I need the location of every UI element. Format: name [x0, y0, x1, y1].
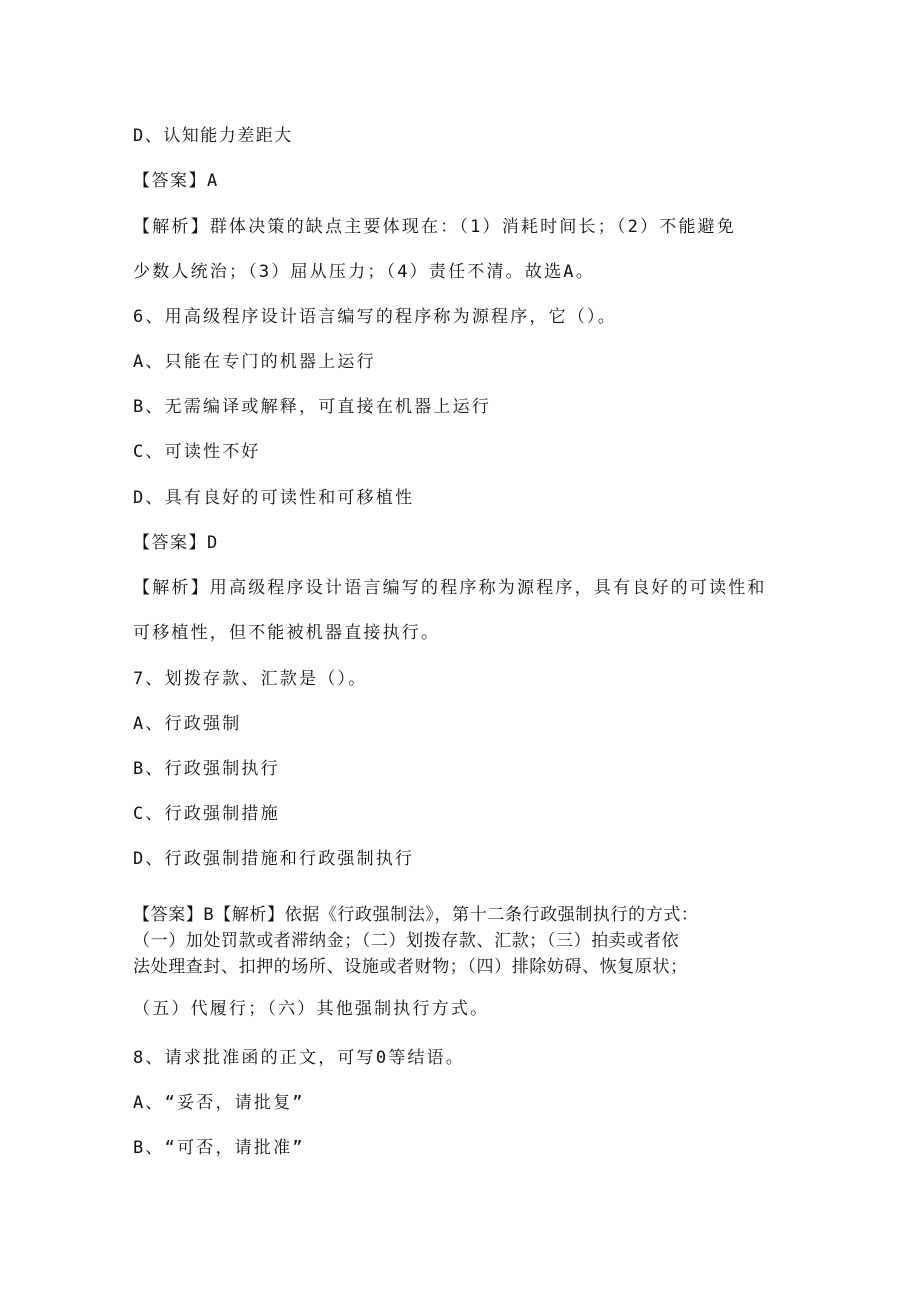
option-d-q6: D、具有良好的可读性和可移植性	[133, 488, 415, 508]
option-b-q6: B、无需编译或解释，可直接在机器上运行	[133, 397, 492, 417]
answer-analysis-q7-line3: 法处理查封、扣押的场所、设施或者财物；（四）排除妨碍、恢复原状；	[133, 957, 688, 977]
option-a-q6: A、只能在专门的机器上运行	[133, 352, 376, 372]
option-d-q5: D、认知能力差距大	[133, 126, 293, 146]
analysis-q6-line1: 【解析】用高级程序设计语言编写的程序称为源程序，具有良好的可读性和	[133, 578, 767, 598]
analysis-q6-line2: 可移植性，但不能被机器直接执行。	[133, 623, 441, 643]
option-c-q6: C、可读性不好	[133, 442, 261, 462]
answer-analysis-q7-line1: 【答案】B【解析】依据《行政强制法》，第十二条行政强制执行的方式：	[133, 905, 699, 925]
option-a-q8: A、“妥否，请批复”	[133, 1093, 305, 1113]
option-a-q7: A、行政强制	[133, 714, 242, 734]
answer-q6: 【答案】D	[133, 533, 219, 553]
option-c-q7: C、行政强制措施	[133, 804, 280, 824]
analysis-q5-line2: 少数人统治；（3）屈从压力；（4）责任不清。故选A。	[133, 262, 595, 282]
analysis-q5-line1: 【解析】群体决策的缺点主要体现在：（1）消耗时间长；（2）不能避免	[133, 217, 737, 237]
option-d-q7: D、行政强制措施和行政强制执行	[133, 849, 415, 869]
answer-analysis-q7-line4: （五）代履行；（六）其他强制执行方式。	[133, 999, 490, 1019]
answer-q5: 【答案】A	[133, 171, 219, 191]
question-8: 8、请求批准函的正文，可写0等结语。	[133, 1048, 466, 1068]
option-b-q8: B、“可否，请批准”	[133, 1138, 305, 1158]
question-7: 7、划拨存款、汇款是（）。	[133, 669, 368, 689]
option-b-q7: B、行政强制执行	[133, 759, 280, 779]
question-6: 6、用高级程序设计语言编写的程序称为源程序，它（）。	[133, 307, 617, 327]
answer-analysis-q7-line2: （一）加处罚款或者滞纳金；（二）划拨存款、汇款；（三）拍卖或者依	[133, 931, 680, 951]
